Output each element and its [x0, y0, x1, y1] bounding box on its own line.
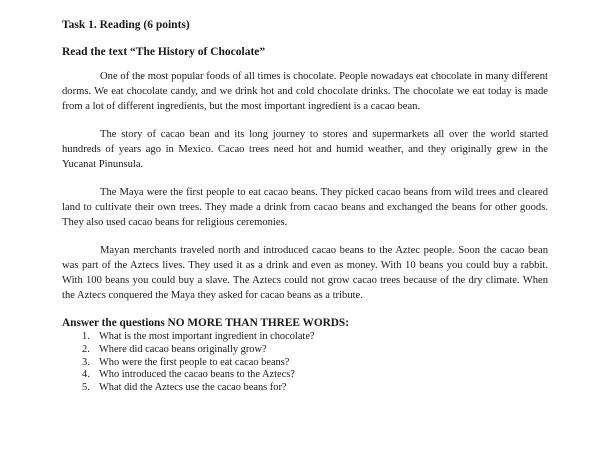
questions-list — [62, 331, 548, 395]
question-text: What did the Aztecs use the cacao beans for? — [99, 382, 287, 394]
paragraph-4: Mayan merchants traveled north and introduced cacao beans to the Aztec people. Soon the cacao bean was part of the Aztecs lives. They used it as a drink and even as money. With 10 beans you could buy a rabbit. With 100 beans you could buy a slave. The Aztecs could not grow cacao trees because of the dry climate. When the Aztecs conquered the Maya they asked for cacao beans as a tribute. — [62, 245, 548, 301]
reading-heading: Read the text “The History of Chocolate” — [62, 46, 266, 58]
question-number: 5. — [82, 382, 90, 394]
question-number: 1. — [82, 331, 90, 342]
question-item — [82, 357, 548, 370]
question-text: Who were the first people to eat cacao beans? — [99, 356, 290, 368]
paragraph-3: The Maya were the first people to eat cacao beans. They picked cacao beans from wild trees and cleared land to cultivate their own trees. They made a drink from cacao beans and exchanged the beans for other goods. They also used cacao beans for religious ceremonies. — [62, 187, 548, 228]
question-text: Who introduced the cacao beans to the Aztecs? — [99, 369, 295, 381]
paragraph-1: One of the most popular foods of all times is chocolate. People nowadays eat chocolate in many different dorms. We eat chocolate candy, and we drink hot and cold chocolate drinks. The chocolate we eat today is made from a lot of different ingredients, but the most important ingredient is a cacao bean. — [62, 71, 548, 112]
question-item — [82, 344, 548, 357]
question-item — [82, 331, 548, 344]
paragraph-2: The story of cacao bean and its long journey to stores and supermarkets all over the world started hundreds of years ago in Mexico. Cacao trees need hot and humid weather, and they originally grew in the Yucanat Pinunsula. — [62, 129, 548, 170]
questions-heading: Answer the questions NO MORE THAN THREE WORDS: — [62, 317, 349, 329]
question-number: 2. — [82, 343, 90, 355]
question-text: Where did cacao beans originally grow? — [99, 343, 267, 355]
question-item — [82, 382, 548, 395]
question-item — [82, 369, 548, 382]
question-text: What is the most important ingredient in chocolate? — [99, 331, 315, 342]
task-title: Task 1. Reading (6 points) — [62, 19, 190, 31]
question-number: 4. — [82, 369, 90, 381]
question-number: 3. — [82, 356, 90, 368]
